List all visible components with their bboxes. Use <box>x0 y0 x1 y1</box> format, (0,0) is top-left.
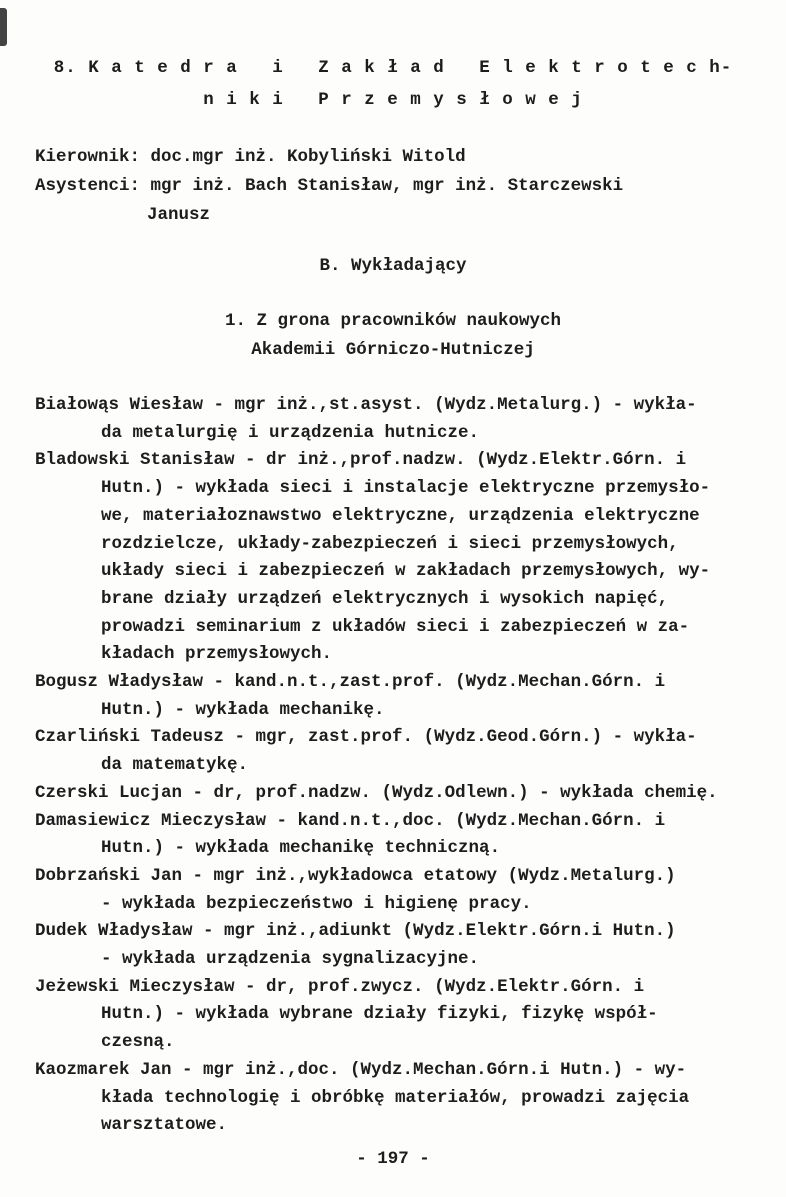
lecturer-entry-line: układy sieci i zabezpieczeń w zakładach przemysłowych, wy- <box>101 561 711 582</box>
lecturer-entry-line: rozdzielcze, układy-zabezpieczeń i sieci przemysłowych, <box>101 533 679 554</box>
lecturer-entry-line: Kaozmarek Jan - mgr inż.,doc. (Wydz.Mechan.Górn.i Hutn.) - wy- <box>35 1059 687 1080</box>
lecturer-entry-line: Hutn.) - wykłada wybrane działy fizyki, fizykę współ- <box>101 1004 658 1025</box>
lecturer-entry-line: Jeżewski Mieczysław - dr, prof.zwycz. (Wydz.Elektr.Górn. i <box>35 976 645 997</box>
asystenci-line: Asystenci: mgr inż. Bach Stanisław, mgr inż. Starczewski <box>35 176 624 196</box>
lecturer-entry-line: Damasiewicz Mieczysław - kand.n.t.,doc. (Wydz.Mechan.Górn. i <box>35 810 666 831</box>
lecturer-entry-line: prowadzi seminarium z układów sieci i zabezpieczeń w za- <box>101 616 690 637</box>
lecturer-entry-line: da matematykę. <box>101 755 249 776</box>
kierownik-line: Kierownik: doc.mgr inż. Kobyliński Witold <box>35 147 466 167</box>
lecturer-entry-line: kładach przemysłowych. <box>101 644 333 665</box>
lecturer-entry-line: da metalurgię i urządzenia hutnicze. <box>101 422 480 443</box>
subsection-1-heading <box>0 307 786 365</box>
lecturer-entry-line: Hutn.) - wykłada sieci i instalacje elektryczne przemysło- <box>101 478 711 499</box>
section-title <box>0 52 786 116</box>
lecturer-entry-line: Dobrzański Jan - mgr inż.,wykładowca etatowy (Wydz.Metalurg.) <box>35 865 676 886</box>
section-title-line2: n i k i P r z e m y s ł o w e j <box>203 90 583 110</box>
lecturers-list <box>0 392 786 1140</box>
subsection-1-heading-line1: 1. Z grona pracowników naukowych <box>224 311 562 331</box>
lecturer-entry-line: Hutn.) - wykłada mechanikę. <box>101 699 385 720</box>
lecturer-entry-line: brane działy urządzeń elektrycznych i wysokich napięć, <box>101 588 669 609</box>
lecturer-entry-line: Czerski Lucjan - dr, prof.nadzw. (Wydz.Odlewn.) - wykłada chemię. <box>35 782 718 803</box>
lecturer-entry-line: - wykłada urządzenia sygnalizacyjne. <box>101 949 480 970</box>
subsection-1-heading-line2: Akademii Górniczo-Hutniczej <box>251 340 535 360</box>
lecturer-entry-line: we, materiałoznawstwo elektryczne, urządzenia elektryczne <box>101 505 700 526</box>
staff-block <box>0 143 786 230</box>
lecturer-entry-line: - wykłada bezpieczeństwo i higienę pracy. <box>101 893 532 914</box>
lecturer-entry-line: Białowąs Wiesław - mgr inż.,st.asyst. (Wydz.Metalurg.) - wykła- <box>35 395 697 415</box>
lecturer-entry-line: Czarliński Tadeusz - mgr, zast.prof. (Wydz.Geod.Górn.) - wykła- <box>35 727 697 748</box>
lecturer-entry-line: warsztatowe. <box>101 1115 228 1136</box>
lecturer-entry-line: Dudek Władysław - mgr inż.,adiunkt (Wydz.Elektr.Górn.i Hutn.) <box>35 921 676 942</box>
lecturer-entry-line: Bladowski Stanisław - dr inż.,prof.nadzw. (Wydz.Elektr.Górn. i <box>35 450 687 471</box>
lecturer-entry-line: Bogusz Władysław - kand.n.t.,zast.prof. (Wydz.Mechan.Górn. i <box>35 672 666 693</box>
asystenci-continuation: Janusz <box>147 205 211 225</box>
section-title-line1: 8. K a t e d r a i Z a k ł a d E l e k t r o t e c h- <box>53 58 733 78</box>
subsection-b-heading: B. Wykładający <box>319 256 467 276</box>
page-number: - 197 - <box>356 1148 430 1169</box>
lecturer-entry-line: Hutn.) - wykłada mechanikę techniczną. <box>101 838 501 859</box>
lecturer-entry-line: czesną. <box>101 1032 175 1053</box>
lecturer-entry-line: kłada technologię i obróbkę materiałów, prowadzi zajęcia <box>101 1087 690 1108</box>
scan-edge-artifact <box>0 8 7 46</box>
